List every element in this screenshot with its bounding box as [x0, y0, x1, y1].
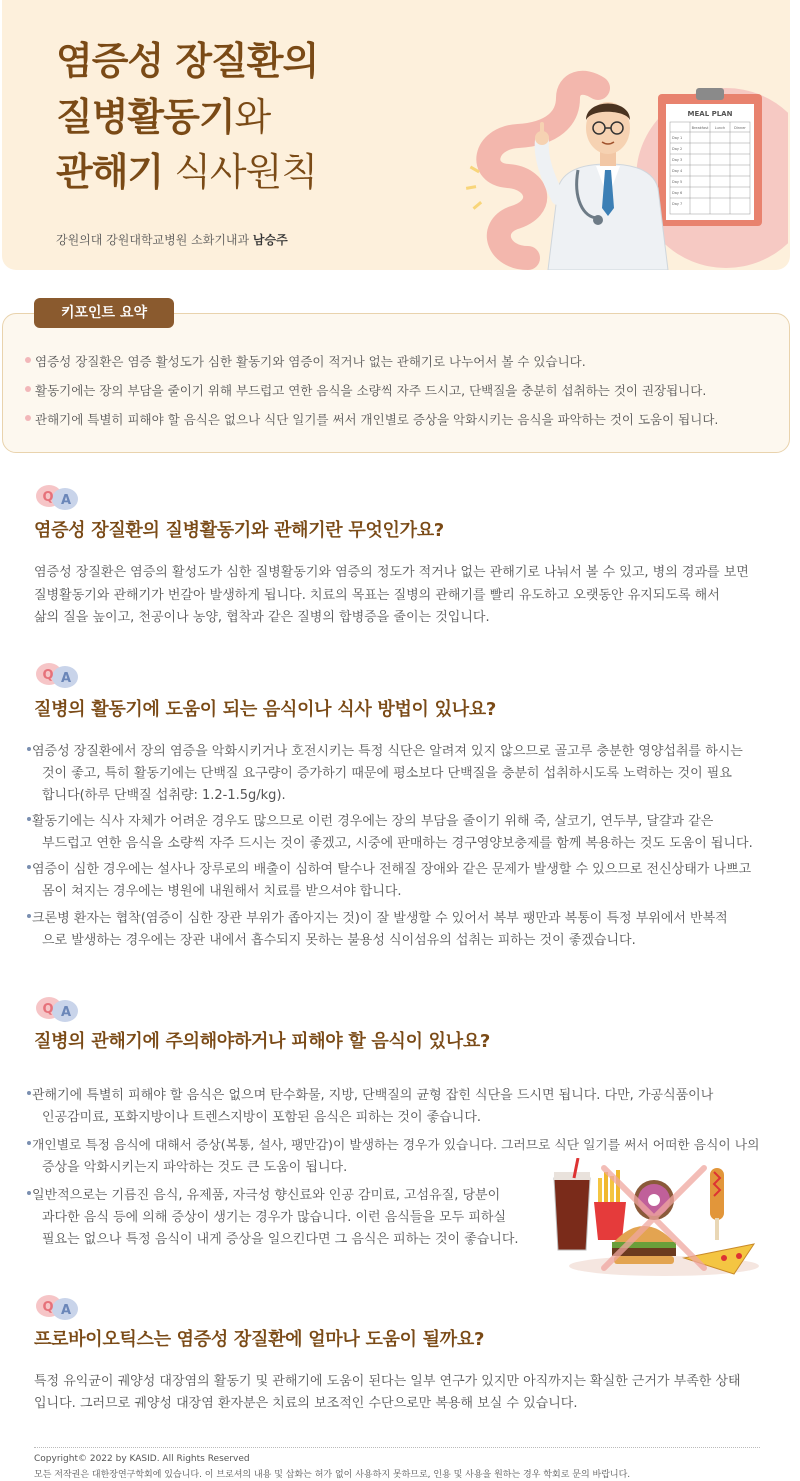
answer-bullet: 일반적으로는 기름진 음식, 유제품, 자극성 향신료와 인공 감미료, 고섬유질, 당분이	[32, 1184, 500, 1203]
clipboard-day-label: Day 4	[672, 169, 683, 173]
clipboard-column-label: Lunch	[714, 126, 726, 130]
clipboard-day-label: Day 6	[672, 191, 683, 195]
page-title-line-3	[56, 150, 318, 194]
title-bold-part: 질병활동기	[56, 95, 235, 139]
clipboard-title: MEAL PLAN	[687, 110, 733, 118]
qa-a-letter: A	[60, 1303, 72, 1318]
answer-bullet: 크론병 환자는 협착(염증이 심한 장관 부위가 좁아지는 것)이 잘 발생할 수 있어서 복부 팽만과 복통이 특정 부위에서 반복적	[32, 907, 728, 926]
qa-a-letter: A	[60, 671, 72, 686]
answer-line: 질병활동기와 관해기가 번갈아 발생하게 됩니다. 치료의 목표는 질병의 관해기를 빨리 유도하고 오랫동안 유지되도록 해서	[34, 588, 720, 603]
answer-line: 염증성 장질환은 염증의 활성도가 심한 질병활동기와 염증의 정도가 적거나 없는 관해기로 나눠서 볼 수 있고, 병의 경과를 보면	[34, 565, 749, 580]
author-name: 남승주	[252, 233, 288, 247]
qa-q-letter: Q	[42, 1002, 54, 1017]
clipboard-day-label: Day 3	[672, 158, 683, 162]
answer-bullet: 염증이 심한 경우에는 설사나 장루로의 배출이 심하여 탈수나 전해질 장애와 같은 문제가 발생할 수 있으므로 전신상태가 나쁘고	[32, 858, 751, 877]
author-line	[56, 231, 288, 248]
question-title: 질병의 관해기에 주의해야하거나 피해야 할 음식이 있나요?	[34, 1031, 491, 1052]
answer-bullet-cont: 으로 발생하는 경우에는 장관 내에서 흡수되지 못하는 불용성 식이섬유의 섭취는 피하는 것이 좋겠습니다.	[42, 933, 636, 948]
clipboard-column-label: Dinner	[734, 126, 746, 130]
clipboard-day-label: Day 7	[672, 202, 683, 206]
title-thin-part: 와	[234, 95, 271, 139]
answer-line: 삶의 질을 높이고, 천공이나 농양, 협착과 같은 질병의 합병증을 줄이는 것입니다.	[34, 610, 490, 625]
author-affiliation: 강원의대 강원대학교병원 소화기내과	[56, 233, 253, 247]
title-thin-part: 식사원칙	[163, 150, 318, 194]
copyright-notice: 모든 저작권은 대한장연구학회에 있습니다. 이 브로셔의 내용 및 삽화는 허가 없이 사용하지 못하므로, 인용 및 사용을 원하는 경우 학회로 문의 바랍니다.	[34, 1470, 631, 1480]
header-banner	[2, 0, 790, 270]
keypoint-item: 관해기에 특별히 피해야 할 음식은 없으나 식단 일기를 써서 개인별로 증상을 악화시키는 음식을 파악하는 것이 도움이 됩니다.	[35, 412, 719, 427]
qa-q-letter: Q	[42, 668, 54, 683]
question-title: 염증성 장질환의 질병활동기와 관해기란 무엇인가요?	[34, 520, 444, 541]
fries-icon	[594, 1170, 626, 1240]
clipboard-day-label: Day 1	[672, 136, 683, 140]
question-title: 질병의 활동기에 도움이 되는 음식이나 식사 방법이 있나요?	[34, 699, 497, 720]
keypoint-tab-label: 키포인트 요약	[34, 298, 174, 328]
qa-q-letter: Q	[42, 1300, 54, 1315]
keypoint-summary-box	[2, 313, 790, 453]
corndog-icon	[710, 1168, 724, 1240]
qa-a-letter: A	[60, 1005, 72, 1020]
answer-bullet-cont: 몸이 쳐지는 경우에는 병원에 내원해서 치료를 받으셔야 합니다.	[42, 884, 402, 899]
answer-bullet-cont: 것이 좋고, 특히 활동기에는 단백질 요구량이 증가하기 때문에 평소보다 단백질을 충분히 섭취하시도록 노력하는 것이 필요	[42, 766, 732, 781]
answer-bullet-cont: 필요는 없으나 특정 음식이 내게 증상을 일으킨다면 그 음식은 피하는 것이 좋습니다.	[42, 1232, 519, 1247]
question-title: 프로바이오틱스는 염증성 장질환에 얼마나 도움이 될까요?	[34, 1329, 485, 1350]
answer-bullet: 염증성 장질환에서 장의 염증을 악화시키거나 호전시키는 특정 식단은 알려져 있지 않으므로 골고루 충분한 영양섭취를 하시는	[32, 740, 743, 759]
answer-bullet-cont: 부드럽고 연한 음식을 소량씩 자주 드시는 것이 좋겠고, 시중에 판매하는 경구영양보충제를 함께 복용하는 것도 도움이 됩니다.	[42, 836, 753, 851]
qa-icon	[34, 484, 80, 510]
qa-icon	[34, 996, 80, 1022]
answer-line: 입니다. 그러므로 궤양성 대장염 환자분은 치료의 보조적인 수단으로만 복용해 보실 수 있습니다.	[34, 1396, 578, 1411]
answer-bullet-cont: 합니다(하루 단백질 섭취량: 1.2-1.5g/kg).	[42, 788, 286, 803]
clipboard-column-label: Breakfast	[691, 126, 709, 130]
page-title-line-1: 염증성 장질환의	[56, 39, 319, 83]
title-bold-part: 관해기	[56, 150, 164, 194]
answer-bullet-cont: 인공감미료, 포화지방이나 트렌스지방이 포함된 음식은 피하는 것이 좋습니다.	[42, 1110, 482, 1125]
copyright-text: Copyright© 2022 by KASID. All Rights Reserved	[34, 1454, 250, 1464]
cola-glass-icon	[554, 1158, 590, 1250]
clipboard-columns	[692, 126, 747, 130]
qa-a-letter: A	[60, 493, 72, 508]
clipboard-day-label: Day 5	[672, 180, 683, 184]
footer-divider	[34, 1447, 760, 1448]
answer-bullet: 활동기에는 식사 자체가 어려운 경우도 많으므로 이런 경우에는 장의 부담을 줄이기 위해 죽, 살코기, 연두부, 달걀과 같은	[32, 810, 713, 829]
junk-food-illustration	[544, 1158, 764, 1278]
answer-bullet-cont: 과다한 음식 등에 의해 증상이 생기는 경우가 많습니다. 이런 음식들을 모두 피하실	[42, 1210, 507, 1225]
meal-plan-clipboard-icon	[658, 88, 762, 226]
qa-q-letter: Q	[42, 490, 54, 505]
keypoint-item: 염증성 장질환은 염증 활성도가 심한 활동기와 염증이 적거나 없는 관해기로 나누어서 볼 수 있습니다.	[35, 354, 586, 369]
answer-bullet-cont: 증상을 악화시키는지 파악하는 것도 큰 도움이 됩니다.	[42, 1160, 348, 1175]
keypoint-item: 활동기에는 장의 부담을 줄이기 위해 부드럽고 연한 음식을 소량씩 자주 드시고, 단백질을 충분히 섭취하는 것이 권장됩니다.	[35, 383, 707, 398]
answer-line: 특정 유익균이 궤양성 대장염의 활동기 및 관해기에 도움이 된다는 일부 연구가 있지만 아직까지는 확실한 근거가 부족한 상태	[34, 1374, 741, 1389]
doctor-illustration	[458, 58, 788, 270]
qa-icon	[34, 662, 80, 688]
answer-bullet: 개인별로 특정 음식에 대해서 증상(복통, 설사, 팽만감)이 발생하는 경우가 있습니다. 그러므로 식단 일기를 써서 어떠한 음식이 나의	[32, 1134, 759, 1153]
answer-bullet: 관해기에 특별히 피해야 할 음식은 없으며 탄수화물, 지방, 단백질의 균형 잡힌 식단을 드시면 됩니다. 다만, 가공식품이나	[32, 1084, 713, 1103]
page-title-line-2	[56, 95, 271, 139]
qa-icon	[34, 1294, 80, 1320]
clipboard-day-label: Day 2	[672, 147, 683, 151]
